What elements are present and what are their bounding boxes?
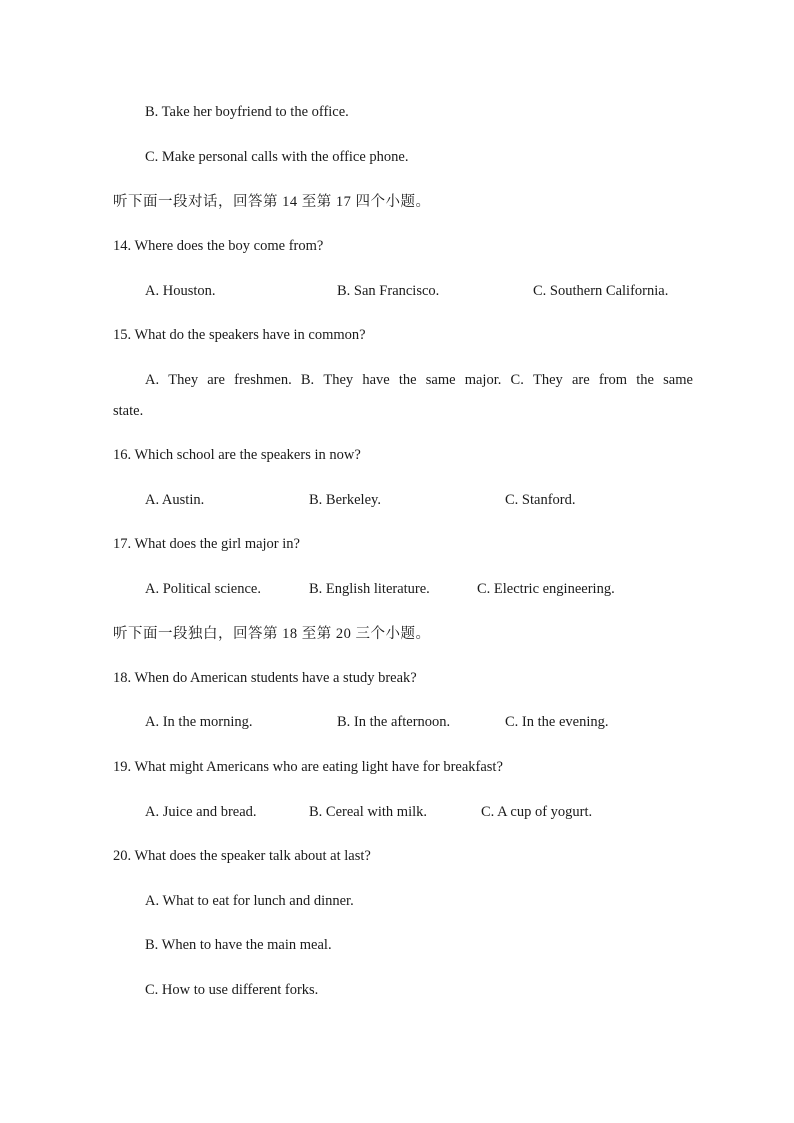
question-19: 19. What might Americans who are eating light have for breakfast? [113,759,503,775]
q17-option-b: B. English literature. [309,581,430,597]
q15-word: B. [300,372,315,388]
q15-word: same [663,372,693,388]
q20-option-a: A. What to eat for lunch and dinner. [145,893,354,909]
q16-option-c: C. Stanford. [505,492,576,508]
question-16: 16. Which school are the speakers in now? [113,447,361,463]
q14-option-b: B. San Francisco. [337,283,440,299]
q15-word: have [362,372,390,388]
question-14: 14. Where does the boy come from? [113,238,324,254]
q15-word: are [207,372,225,388]
q15-word: the [398,372,417,388]
q15-word: A. [145,372,160,388]
q15-word: They [323,372,354,388]
q14-option-a: A. Houston. [145,283,216,299]
q15-word: C. [510,372,524,388]
q17-option-c: C. Electric engineering. [477,581,615,597]
question-15: 15. What do the speakers have in common? [113,327,366,343]
q13-option-c: C. Make personal calls with the office phone. [145,149,409,165]
q13-option-b: B. Take her boyfriend to the office. [145,104,349,120]
q15-word: are [571,372,590,388]
q15-word: the [636,372,654,388]
q19-option-a: A. Juice and bread. [145,804,257,820]
section-instruction-18-20: 听下面一段独白，回答第 18 至第 20 三个小题。 [113,626,431,642]
q15-continuation: state. [113,403,144,419]
q15-word: They [533,372,563,388]
q19-option-b: B. Cereal with milk. [309,804,427,820]
q16-option-b: B. Berkeley. [309,492,381,508]
q19-option-c: C. A cup of yogurt. [481,804,593,820]
section-instruction-14-17: 听下面一段对话，回答第 14 至第 17 四个小题。 [113,194,431,210]
q18-option-c: C. In the evening. [505,714,609,730]
q15-word: same [425,372,456,388]
q15-word: They [168,372,199,388]
q16-option-a: A. Austin. [145,492,205,508]
q15-options-row [145,371,693,389]
question-17: 17. What does the girl major in? [113,536,300,552]
q15-word: freshmen. [234,372,292,388]
question-18: 18. When do American students have a study break? [113,670,417,686]
question-20: 20. What does the speaker talk about at last? [113,848,371,864]
q15-word: from [598,372,628,388]
q18-option-b: B. In the afternoon. [337,714,451,730]
q15-word: major. [464,372,502,388]
q20-option-b: B. When to have the main meal. [145,937,332,953]
q14-option-c: C. Southern California. [533,283,669,299]
q17-option-a: A. Political science. [145,581,261,597]
q20-option-c: C. How to use different forks. [145,982,319,998]
q18-option-a: A. In the morning. [145,714,253,730]
